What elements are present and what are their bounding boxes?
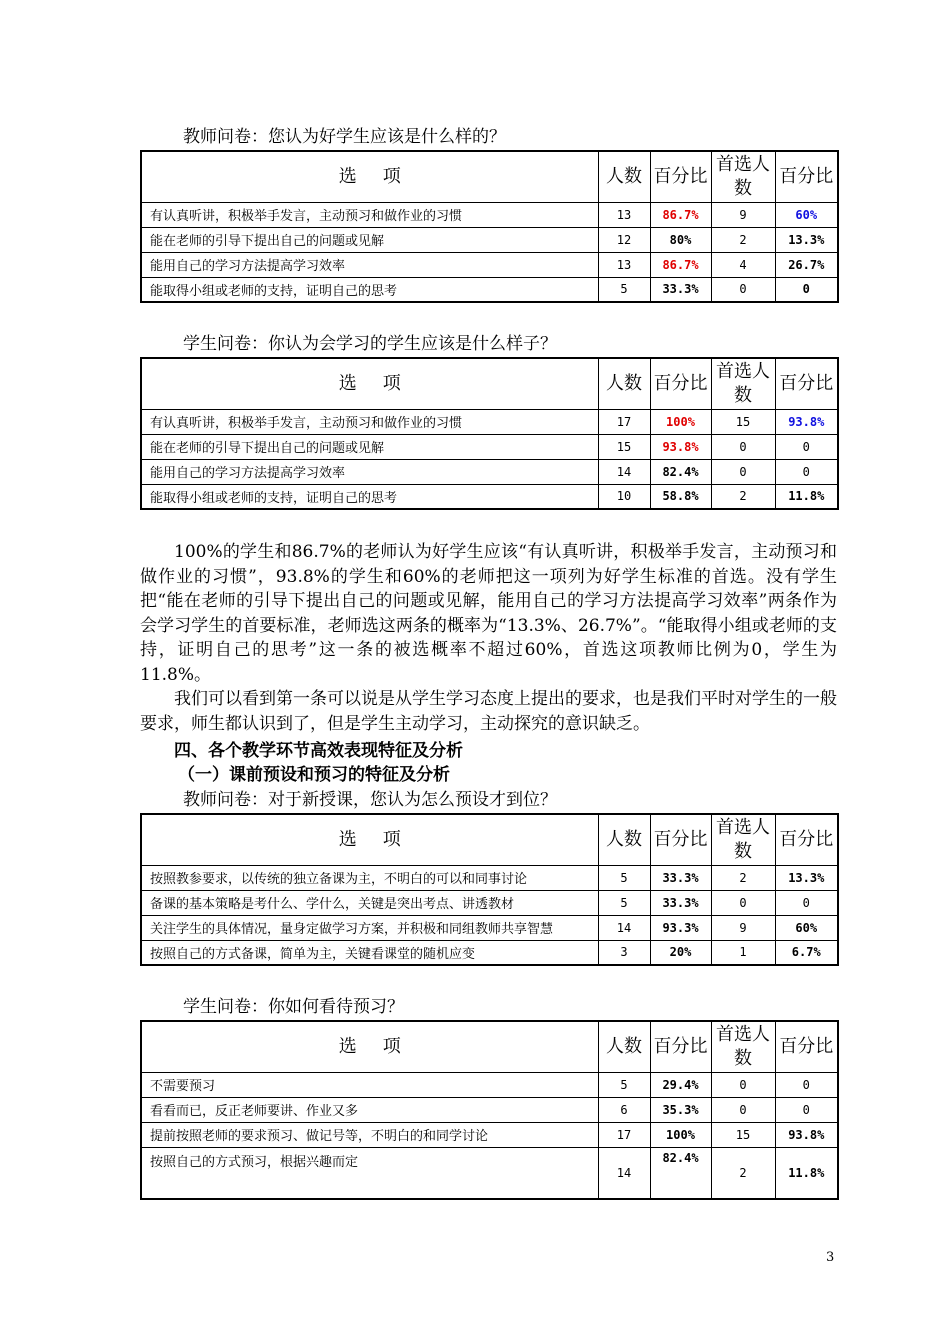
row-first-pct: 13.3% — [775, 227, 838, 252]
table-row — [141, 277, 838, 302]
row-first-pct: 0 — [775, 890, 838, 915]
row-first: 15 — [711, 409, 775, 434]
header-count: 人数 — [598, 814, 650, 865]
table3-caption: 教师问卷：对于新授课，您认为怎么预设才到位？ — [183, 790, 557, 810]
header-pct: 百分比 — [650, 151, 711, 202]
header-pct: 百分比 — [650, 814, 711, 865]
row-count: 5 — [598, 1072, 650, 1097]
table-row — [141, 1147, 838, 1199]
header-option: 选 项 — [141, 358, 598, 409]
header-count: 人数 — [598, 1021, 650, 1072]
row-first: 0 — [711, 434, 775, 459]
analysis-text — [140, 540, 837, 736]
row-pct: 20% — [650, 940, 711, 965]
row-item: 按照自己的方式预习，根据兴趣而定 — [141, 1147, 598, 1199]
row-first: 2 — [711, 1147, 775, 1199]
row-first-pct: 0 — [775, 1097, 838, 1122]
teacher-good-student-table — [140, 150, 839, 303]
row-pct: 93.3% — [650, 915, 711, 940]
row-pct: 33.3% — [650, 890, 711, 915]
table-header-row — [141, 151, 838, 202]
row-item: 能用自己的学习方法提高学习效率 — [141, 252, 598, 277]
row-first: 0 — [711, 277, 775, 302]
row-first-pct: 26.7% — [775, 252, 838, 277]
row-first: 0 — [711, 890, 775, 915]
table-row — [141, 252, 838, 277]
header-count: 人数 — [598, 358, 650, 409]
row-item: 不需要预习 — [141, 1072, 598, 1097]
row-pct: 82.4% — [650, 1147, 711, 1199]
row-pct: 58.8% — [650, 484, 711, 509]
table-row — [141, 1122, 838, 1147]
header-first: 首选人数 — [711, 151, 775, 202]
table-header-row — [141, 814, 838, 865]
row-item: 能取得小组或老师的支持，证明自己的思考 — [141, 484, 598, 509]
row-first-pct: 93.8% — [775, 1122, 838, 1147]
section-heading: 四、各个教学环节高效表现特征及分析 — [174, 741, 463, 761]
row-item: 能用自己的学习方法提高学习效率 — [141, 459, 598, 484]
row-count: 17 — [598, 409, 650, 434]
row-count: 13 — [598, 202, 650, 227]
row-count: 14 — [598, 1147, 650, 1199]
row-count: 13 — [598, 252, 650, 277]
header-option: 选 项 — [141, 151, 598, 202]
row-first-pct: 93.8% — [775, 409, 838, 434]
row-pct: 82.4% — [650, 459, 711, 484]
row-item: 按照自己的方式备课，简单为主，关键看课堂的随机应变 — [141, 940, 598, 965]
row-item: 能在老师的引导下提出自己的问题或见解 — [141, 434, 598, 459]
row-first-pct: 60% — [775, 202, 838, 227]
row-count: 6 — [598, 1097, 650, 1122]
row-first-pct: 0 — [775, 1072, 838, 1097]
table-row — [141, 1072, 838, 1097]
row-first: 0 — [711, 1097, 775, 1122]
row-first: 15 — [711, 1122, 775, 1147]
row-pct: 93.8% — [650, 434, 711, 459]
student-preview-table — [140, 1020, 839, 1200]
row-count: 5 — [598, 865, 650, 890]
row-first: 4 — [711, 252, 775, 277]
header-first-pct: 百分比 — [775, 1021, 838, 1072]
row-pct: 100% — [650, 409, 711, 434]
row-item: 备课的基本策略是考什么、学什么，关键是突出考点、讲透教材 — [141, 890, 598, 915]
table-row — [141, 227, 838, 252]
table-row — [141, 915, 838, 940]
row-pct: 100% — [650, 1122, 711, 1147]
header-pct: 百分比 — [650, 1021, 711, 1072]
row-count: 3 — [598, 940, 650, 965]
table-row — [141, 865, 838, 890]
row-first: 1 — [711, 940, 775, 965]
paragraph-2: 我们可以看到第一条可以说是从学生学习态度上提出的要求，也是我们平时对学生的一般要求，师生都认识到了，但是学生主动学习，主动探究的意识缺乏。 — [140, 689, 837, 734]
row-first-pct: 0 — [775, 277, 838, 302]
header-first-pct: 百分比 — [775, 814, 838, 865]
row-first-pct: 11.8% — [775, 1147, 838, 1199]
subsection-heading: （一）课前预设和预习的特征及分析 — [178, 765, 450, 785]
row-count: 12 — [598, 227, 650, 252]
row-first-pct: 11.8% — [775, 484, 838, 509]
row-count: 15 — [598, 434, 650, 459]
row-item: 有认真听讲，积极举手发言，主动预习和做作业的习惯 — [141, 202, 598, 227]
page-number: 3 — [826, 1250, 835, 1265]
table-row — [141, 1097, 838, 1122]
header-first: 首选人数 — [711, 814, 775, 865]
row-pct: 35.3% — [650, 1097, 711, 1122]
row-item: 按照教参要求，以传统的独立备课为主，不明白的可以和同事讨论 — [141, 865, 598, 890]
header-option: 选 项 — [141, 1021, 598, 1072]
teacher-lesson-prep-table — [140, 813, 839, 966]
header-first: 首选人数 — [711, 1021, 775, 1072]
row-pct: 86.7% — [650, 252, 711, 277]
table-header-row — [141, 358, 838, 409]
row-first-pct: 13.3% — [775, 865, 838, 890]
row-count: 17 — [598, 1122, 650, 1147]
row-pct: 86.7% — [650, 202, 711, 227]
table-row — [141, 202, 838, 227]
table4-caption: 学生问卷：你如何看待预习？ — [183, 997, 404, 1017]
student-good-learner-table — [140, 357, 839, 510]
row-item: 提前按照老师的要求预习、做记号等，不明白的和同学讨论 — [141, 1122, 598, 1147]
table1-caption: 教师问卷：您认为好学生应该是什么样的？ — [183, 127, 506, 147]
row-item: 有认真听讲，积极举手发言，主动预习和做作业的习惯 — [141, 409, 598, 434]
row-first: 2 — [711, 865, 775, 890]
row-item: 看看而已，反正老师要讲、作业又多 — [141, 1097, 598, 1122]
header-count: 人数 — [598, 151, 650, 202]
row-count: 14 — [598, 459, 650, 484]
table-row — [141, 890, 838, 915]
row-item: 关注学生的具体情况，量身定做学习方案，并积极和同组教师共享智慧 — [141, 915, 598, 940]
row-first: 0 — [711, 1072, 775, 1097]
table-row — [141, 940, 838, 965]
row-pct: 33.3% — [650, 277, 711, 302]
row-first: 0 — [711, 459, 775, 484]
row-pct: 33.3% — [650, 865, 711, 890]
table-header-row — [141, 1021, 838, 1072]
row-count: 10 — [598, 484, 650, 509]
row-first-pct: 0 — [775, 459, 838, 484]
table-row — [141, 459, 838, 484]
header-first-pct: 百分比 — [775, 151, 838, 202]
row-item: 能在老师的引导下提出自己的问题或见解 — [141, 227, 598, 252]
table2-caption: 学生问卷：你认为会学习的学生应该是什么样子？ — [183, 334, 557, 354]
row-first-pct: 0 — [775, 434, 838, 459]
row-first-pct: 6.7% — [775, 940, 838, 965]
header-first: 首选人数 — [711, 358, 775, 409]
row-first: 2 — [711, 227, 775, 252]
row-first: 2 — [711, 484, 775, 509]
table-row — [141, 484, 838, 509]
row-count: 14 — [598, 915, 650, 940]
row-item: 能取得小组或老师的支持，证明自己的思考 — [141, 277, 598, 302]
paragraph-1: 100%的学生和86.7%的老师认为好学生应该“有认真听讲，积极举手发言，主动预习和做作业的习惯”，93.8%的学生和60%的老师把这一项列为好学生标准的首选。没有学生把“能在老师的引导下提出自己的问题或见解，能用自己的学习方法提高学习效率”两条作为会学习学生的首要标准，老师选这两条的概率为“13.3%、26.7%”。“能取得小组或老师的支持，证明自己的思考”这一条的被选概率不超过60%，首选这项教师比例为0，学生为11.8%。 — [140, 542, 837, 685]
table-row — [141, 409, 838, 434]
header-first-pct: 百分比 — [775, 358, 838, 409]
row-count: 5 — [598, 890, 650, 915]
table-row — [141, 434, 838, 459]
row-count: 5 — [598, 277, 650, 302]
row-pct: 80% — [650, 227, 711, 252]
row-first-pct: 60% — [775, 915, 838, 940]
row-first: 9 — [711, 202, 775, 227]
row-first: 9 — [711, 915, 775, 940]
header-pct: 百分比 — [650, 358, 711, 409]
header-option: 选 项 — [141, 814, 598, 865]
row-pct: 29.4% — [650, 1072, 711, 1097]
